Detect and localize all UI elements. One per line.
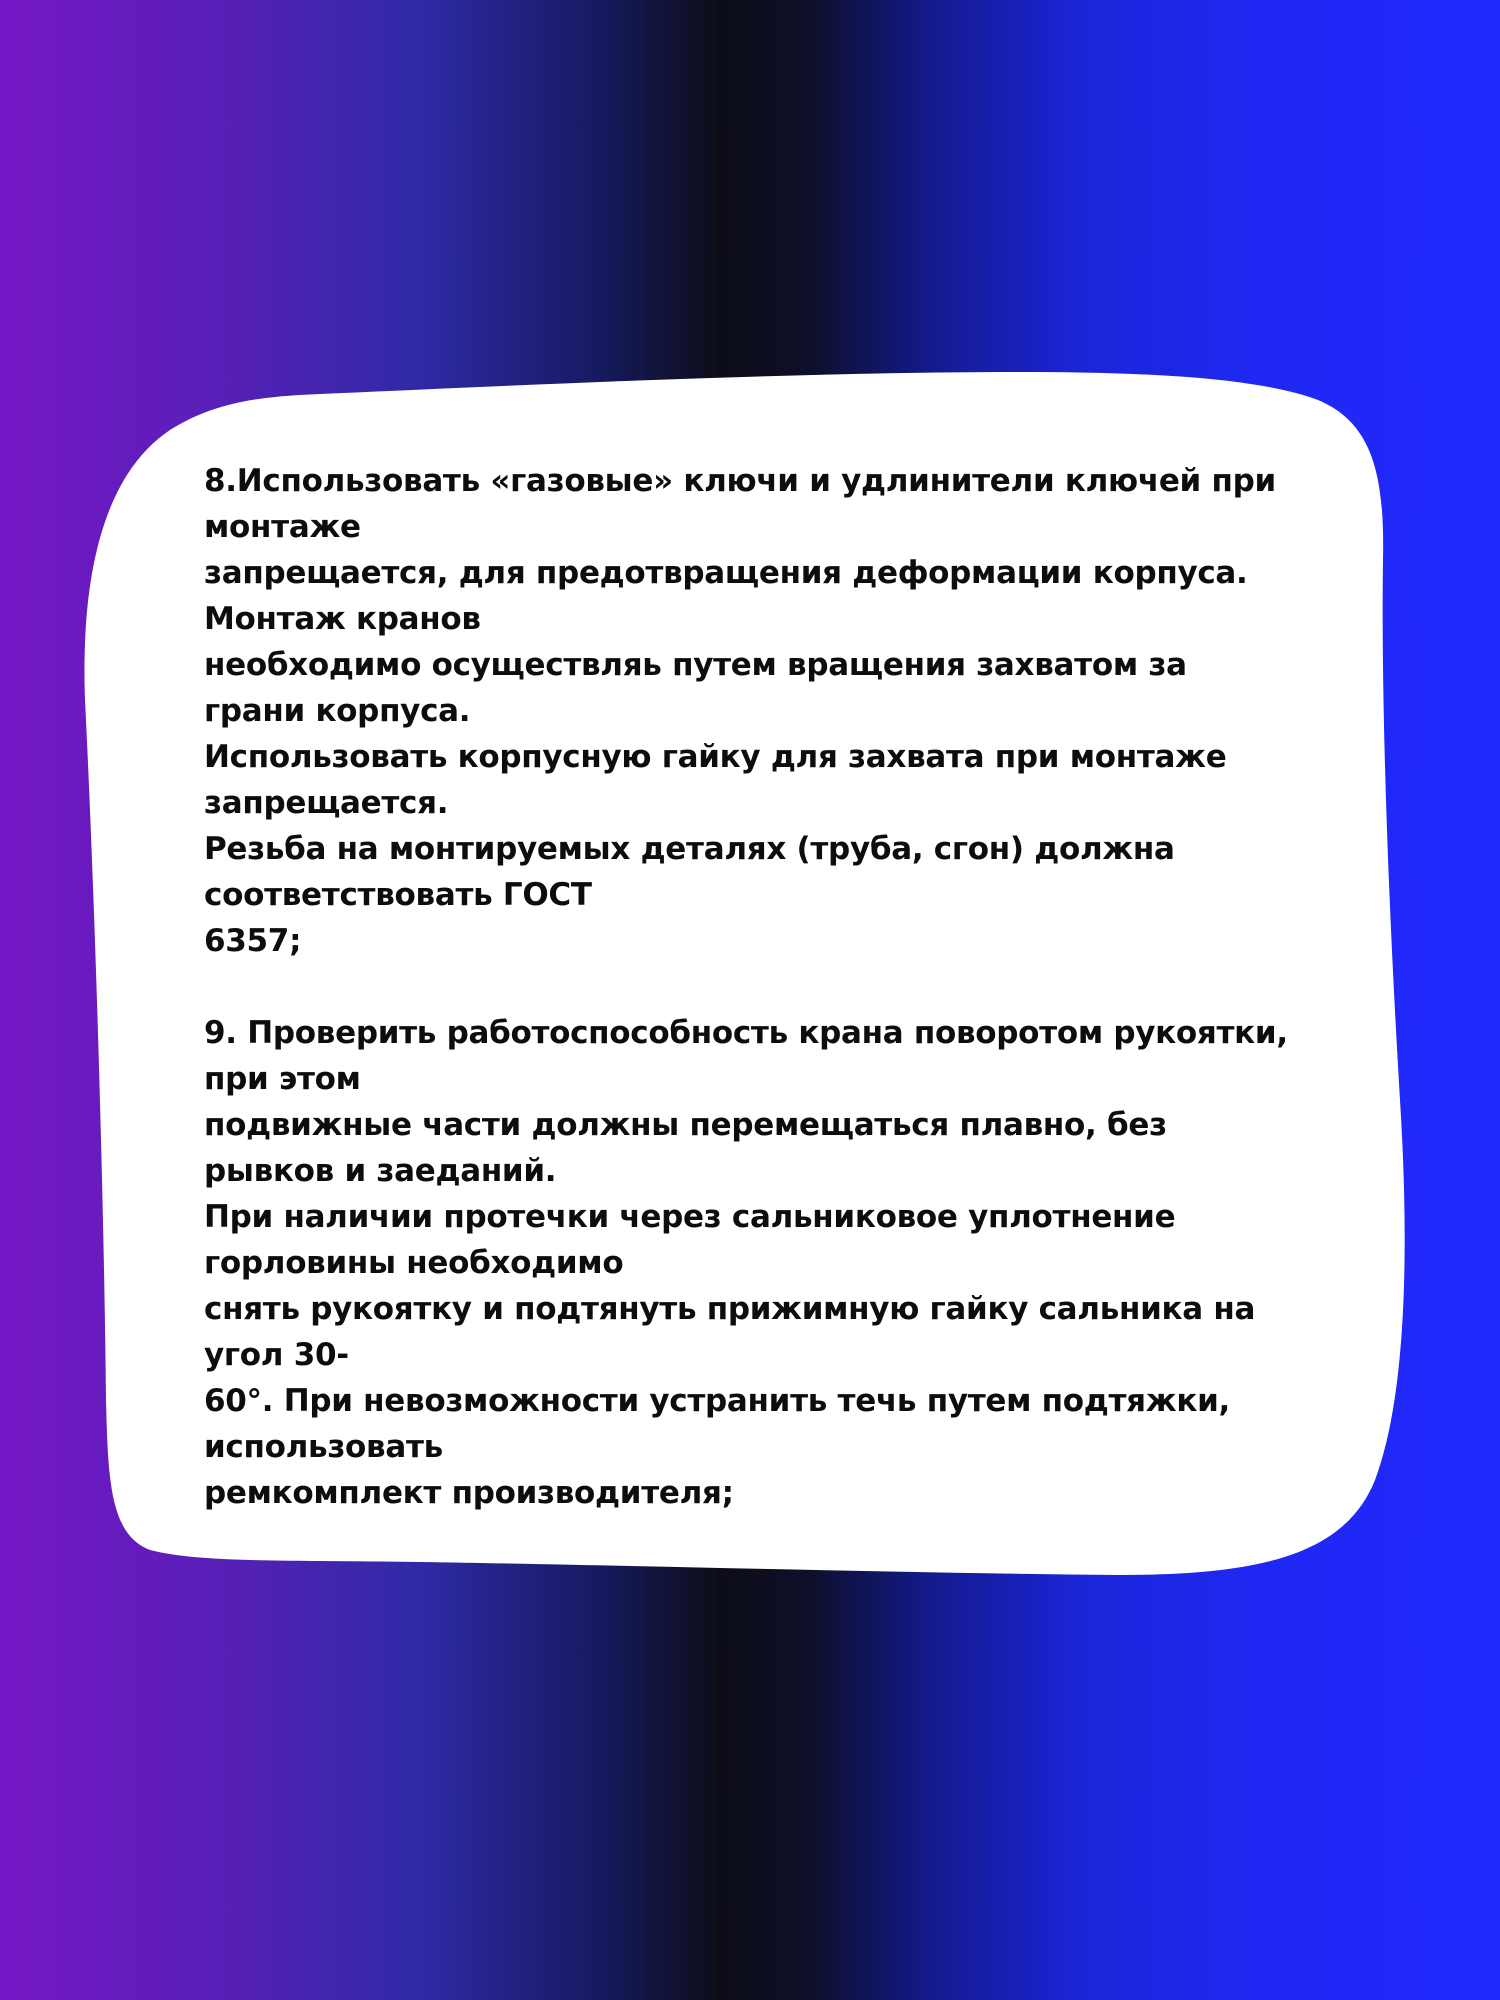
item-8-line: запрещается, для предотвращения деформации корпуса.	[204, 555, 1248, 591]
item-9-line: рывков и заеданий.	[204, 1153, 557, 1189]
item-9-line: использовать	[204, 1429, 443, 1465]
item-9-line: подвижные части должны перемещаться плавно, без	[204, 1107, 1167, 1143]
item-8-line: Монтаж кранов	[204, 601, 481, 637]
item-8-line: запрещается.	[204, 785, 449, 821]
item-8-paragraph	[204, 458, 1304, 964]
item-8-line: грани корпуса.	[204, 693, 471, 729]
item-9-line: ремкомплект производителя;	[204, 1475, 734, 1511]
item-8-line: 6357;	[204, 923, 302, 959]
item-9-line: горловины необходимо	[204, 1245, 624, 1281]
instructions-text	[204, 458, 1304, 1516]
item-8-line: Использовать корпусную гайку для захвата при монтаже	[204, 739, 1227, 775]
item-9-line: угол 30-	[204, 1337, 349, 1373]
item-8-line: необходимо осуществляь путем вращения захватом за	[204, 647, 1187, 683]
item-8-line: монтаже	[204, 509, 361, 545]
paragraph-gap	[204, 964, 1304, 1010]
item-9-line: При наличии протечки через сальниковое уплотнение	[204, 1199, 1176, 1235]
item-9-line: при этом	[204, 1061, 361, 1097]
item-9-paragraph	[204, 1010, 1304, 1516]
item-8-line: Резьба на монтируемых деталях (труба, сгон) должна	[204, 831, 1175, 867]
item-9-line: 9. Проверить работоспособность крана поворотом рукоятки,	[204, 1015, 1288, 1051]
item-9-line: снять рукоятку и подтянуть прижимную гайку сальника на	[204, 1291, 1256, 1327]
item-8-line: 8.Использовать «газовые» ключи и удлинители ключей при	[204, 463, 1276, 499]
item-9-line: 60°. При невозможности устранить течь путем подтяжки,	[204, 1383, 1230, 1419]
item-8-line: соответствовать ГОСТ	[204, 877, 592, 913]
